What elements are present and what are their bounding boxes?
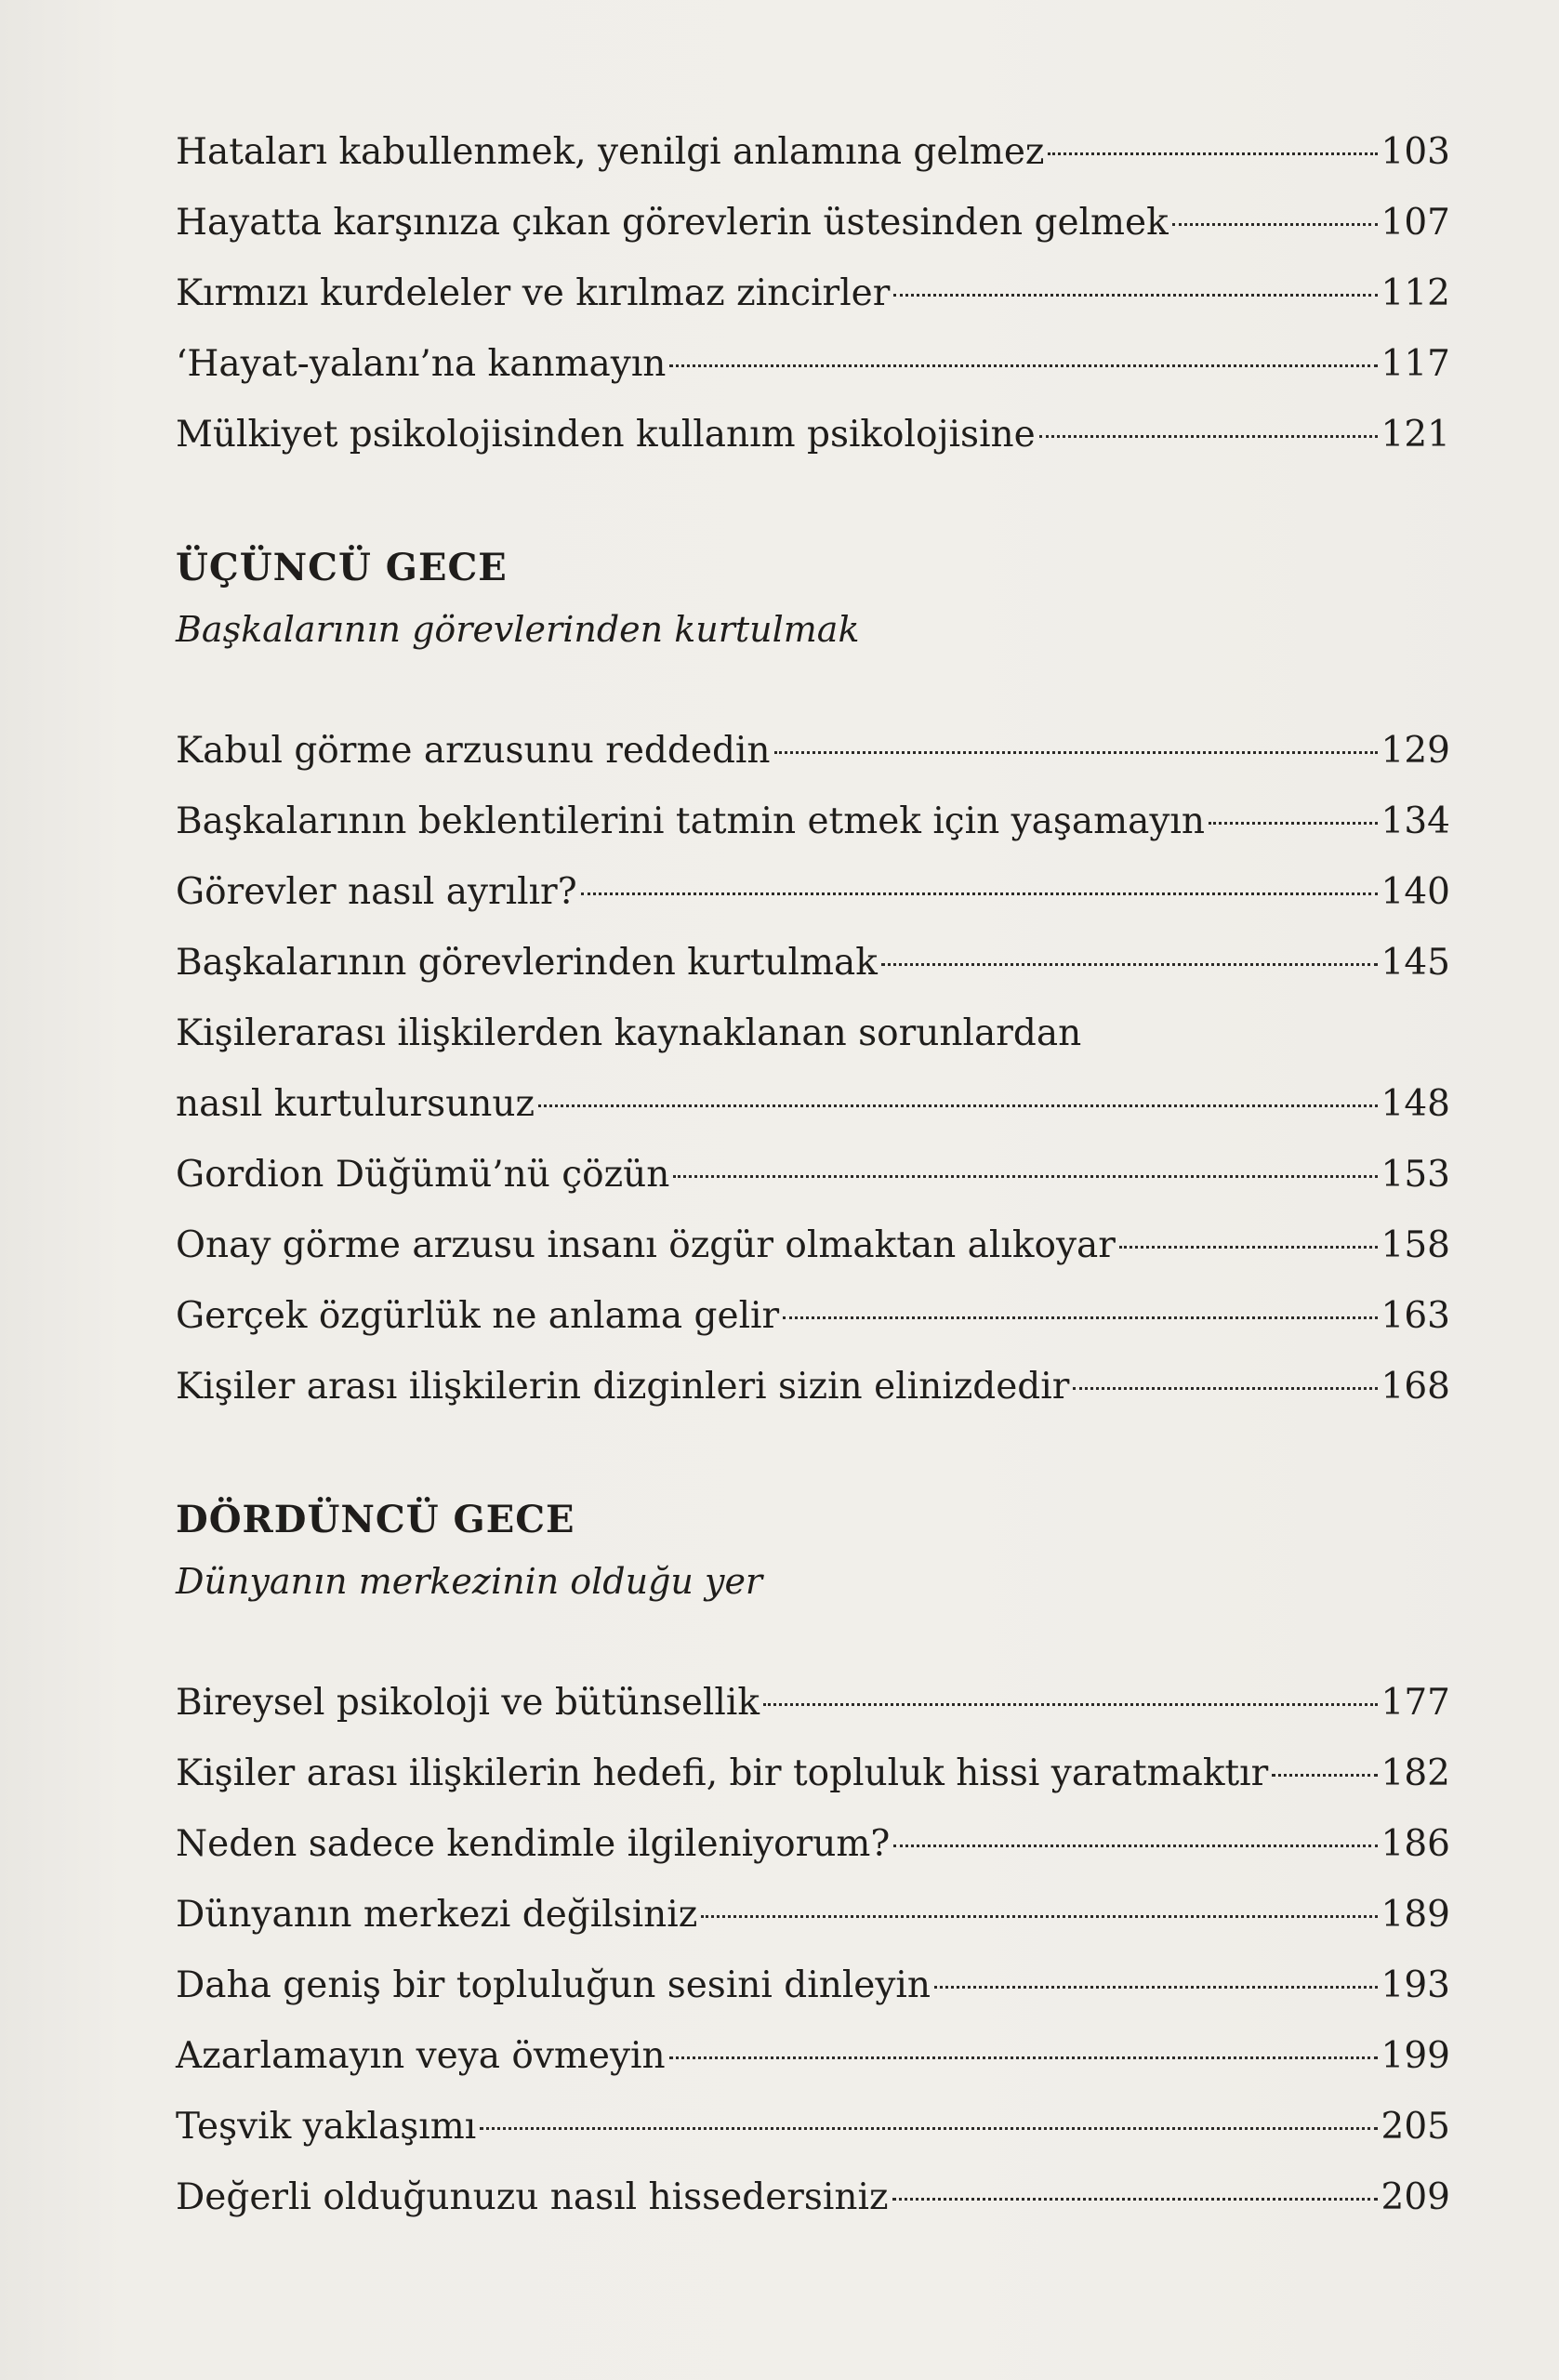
toc-entry-first-line[interactable] <box>176 998 1450 1069</box>
toc-entry-title: Kişiler arası ilişkilerin hedefi, bir topluluk hissi yaratmaktır <box>176 1752 1269 1794</box>
toc-entry[interactable] <box>176 117 1450 188</box>
toc-entry-title: Değerli olduğunuzu nasıl hissedersiniz <box>176 2176 889 2218</box>
section-heading: DÖRDÜNCÜ GECE <box>176 1498 575 1541</box>
toc-entry-title: Mülkiyet psikolojisinden kullanım psikolojisine <box>176 414 1036 456</box>
dot-leader <box>1272 1774 1377 1777</box>
toc-entry-title: Neden sadece kendimle ilgileniyorum? <box>176 1823 891 1865</box>
toc-entry-title: Kişiler arası ilişkilerin dizginleri sizin elinizdedir <box>176 1366 1070 1408</box>
dot-leader <box>1172 223 1378 226</box>
toc-entry-page: 107 <box>1381 202 1450 244</box>
toc-entry-page: 199 <box>1381 2035 1450 2077</box>
toc-entry-title: Hataları kabullenmek, yenilgi anlamına gelmez <box>176 131 1045 173</box>
section-heading: ÜÇÜNCÜ GECE <box>176 546 508 589</box>
dot-leader <box>934 1986 1378 1989</box>
dot-leader <box>538 1104 1377 1107</box>
toc-entry-title: Kişilerarası ilişkilerden kaynaklanan sorunlardan <box>176 1012 1082 1054</box>
toc-entry[interactable] <box>176 928 1450 998</box>
table-of-contents <box>176 117 1450 2233</box>
toc-entry[interactable] <box>176 1809 1450 1880</box>
toc-entry-page: 121 <box>1381 414 1450 456</box>
toc-entry-title: Teşvik yaklaşımı <box>176 2106 477 2148</box>
toc-entry-title: Onay görme arzusu insanı özgür olmaktan alıkoyar <box>176 1224 1116 1266</box>
dot-leader <box>893 294 1377 297</box>
section-subtitle: Dünyanın merkezinin olduğu yer <box>176 1561 763 1602</box>
toc-entry-title: Azarlamayın veya övmeyin <box>176 2035 666 2077</box>
toc-entry[interactable] <box>176 1281 1450 1352</box>
toc-entry[interactable] <box>176 1069 1450 1140</box>
toc-entry[interactable] <box>176 1668 1450 1739</box>
toc-entry-page: 134 <box>1381 800 1450 842</box>
dot-leader <box>892 2198 1378 2201</box>
toc-entry-title: Görevler nasıl ayrılır? <box>176 871 577 913</box>
toc-entry-title: Daha geniş bir topluluğun sesini dinleyin <box>176 1964 931 2006</box>
toc-entry-page: 163 <box>1381 1295 1450 1337</box>
toc-entry-page: 189 <box>1381 1894 1450 1936</box>
dot-leader <box>1209 822 1378 825</box>
toc-entry-page: 117 <box>1381 343 1450 385</box>
toc-entry-title: Dünyanın merkezi değilsiniz <box>176 1894 698 1936</box>
dot-leader <box>1073 1387 1377 1390</box>
toc-entry-title: ‘Hayat-yalanı’na kanmayın <box>176 343 667 385</box>
toc-entry-title: Kabul görme arzusunu reddedin <box>176 730 771 772</box>
toc-entry-page: 103 <box>1381 131 1450 173</box>
toc-entry-title: Hayatta karşınıza çıkan görevlerin üstesinden gelmek <box>176 202 1169 244</box>
toc-entry-title: Kırmızı kurdeleler ve kırılmaz zincirler <box>176 272 891 314</box>
toc-entry-page: 145 <box>1381 942 1450 984</box>
toc-entry-page: 140 <box>1381 871 1450 913</box>
toc-entry-title: nasıl kurtulursunuz <box>176 1083 535 1125</box>
dot-leader <box>1048 152 1377 155</box>
toc-entry-title: Bireysel psikoloji ve bütünsellik <box>176 1682 760 1724</box>
toc-entry[interactable] <box>176 1140 1450 1210</box>
toc-entry[interactable] <box>176 400 1450 470</box>
toc-entry-title: Gerçek özgürlük ne anlama gelir <box>176 1295 780 1337</box>
dot-leader <box>1039 435 1378 438</box>
toc-entry[interactable] <box>176 1739 1450 1809</box>
toc-entry[interactable] <box>176 716 1450 787</box>
dot-leader <box>480 2127 1377 2130</box>
dot-leader <box>701 1915 1377 1918</box>
section-subtitle: Başkalarının görevlerinden kurtulmak <box>176 609 860 650</box>
dot-leader <box>774 751 1378 754</box>
toc-entry-page: 129 <box>1381 730 1450 772</box>
toc-entry-page: 177 <box>1381 1682 1450 1724</box>
toc-entry[interactable] <box>176 329 1450 400</box>
toc-entry-page: 205 <box>1381 2106 1450 2148</box>
toc-entry-page: 168 <box>1381 1366 1450 1408</box>
dot-leader <box>669 364 1377 367</box>
dot-leader <box>893 1844 1377 1847</box>
dot-leader <box>581 892 1378 895</box>
toc-entry[interactable] <box>176 258 1450 329</box>
toc-entry-page: 148 <box>1381 1083 1450 1125</box>
toc-entry-page: 158 <box>1381 1224 1450 1266</box>
toc-entry[interactable] <box>176 188 1450 258</box>
toc-entry[interactable] <box>176 2021 1450 2092</box>
dot-leader <box>783 1316 1377 1319</box>
toc-entry-page: 193 <box>1381 1964 1450 2006</box>
toc-entry[interactable] <box>176 1352 1450 1422</box>
toc-entry[interactable] <box>176 2092 1450 2162</box>
dot-leader <box>669 2056 1378 2059</box>
toc-entry-page: 182 <box>1381 1752 1450 1794</box>
toc-entry-title: Gordion Düğümü’nü çözün <box>176 1154 670 1196</box>
toc-entry[interactable] <box>176 857 1450 928</box>
toc-entry-page: 153 <box>1381 1154 1450 1196</box>
toc-entry[interactable] <box>176 1210 1450 1281</box>
toc-entry-page: 112 <box>1381 272 1450 314</box>
dot-leader <box>673 1175 1377 1178</box>
toc-entry-title: Başkalarının görevlerinden kurtulmak <box>176 942 878 984</box>
toc-entry[interactable] <box>176 1880 1450 1950</box>
dot-leader <box>1119 1246 1378 1249</box>
toc-entry[interactable] <box>176 2162 1450 2233</box>
dot-leader <box>881 963 1378 966</box>
toc-entry-page: 186 <box>1381 1823 1450 1865</box>
toc-entry[interactable] <box>176 787 1450 857</box>
dot-leader <box>763 1703 1378 1706</box>
toc-entry[interactable] <box>176 1950 1450 2021</box>
toc-entry-title: Başkalarının beklentilerini tatmin etmek için yaşamayın <box>176 800 1206 842</box>
toc-entry-page: 209 <box>1381 2176 1450 2218</box>
